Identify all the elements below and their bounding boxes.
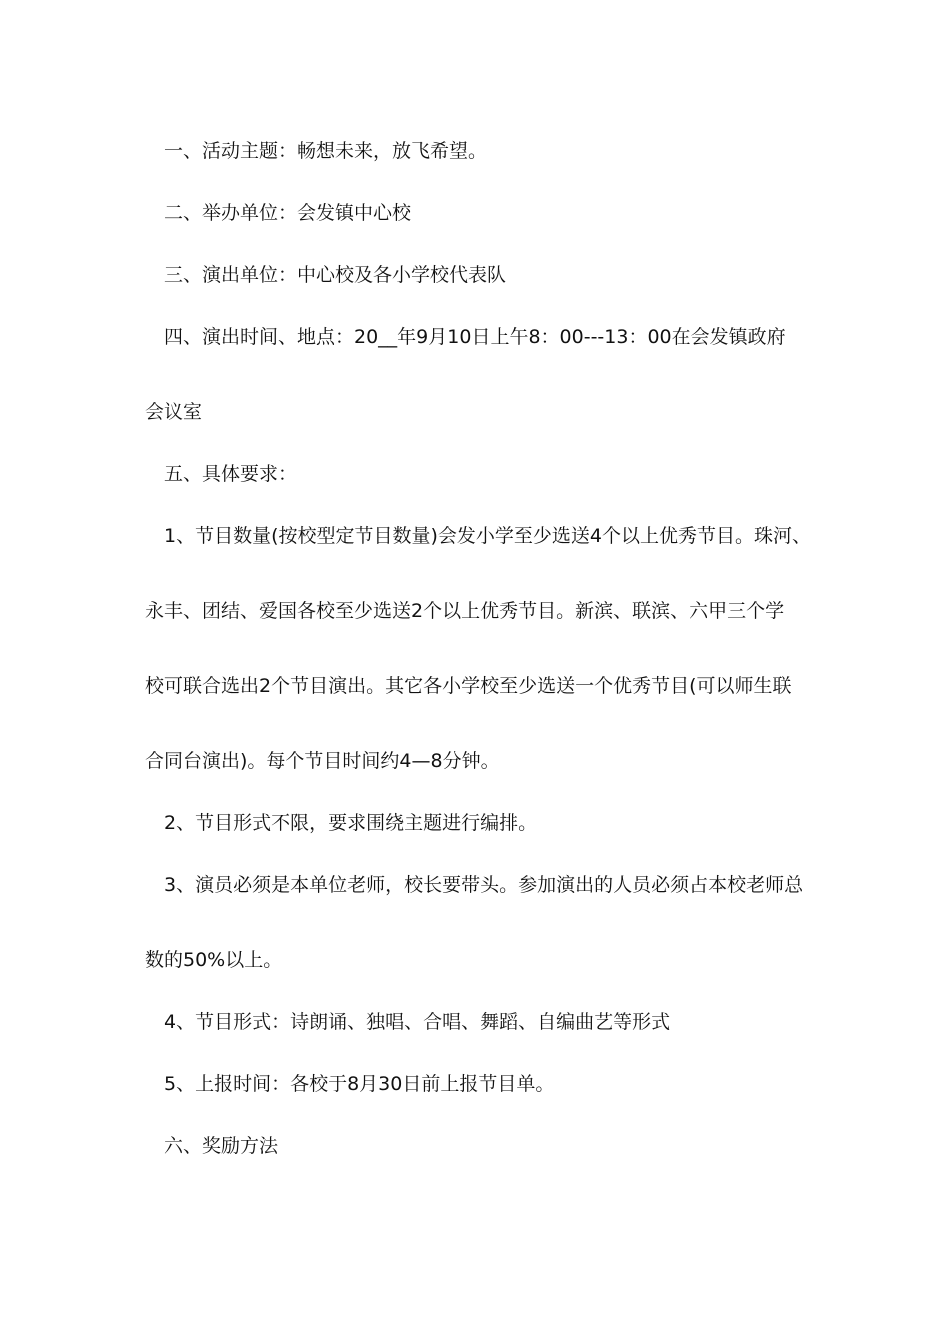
text-line: 数的50%以上。 [145, 949, 283, 971]
text-line: 3、演员必须是本单位老师，校长要带头。参加演出的人员必须占本校老师总 [164, 874, 804, 896]
text-line: 三、演出单位：中心校及各小学校代表队 [164, 264, 507, 286]
text-line: 二、举办单位：会发镇中心校 [164, 202, 412, 224]
text-line: 会议室 [145, 401, 203, 423]
text-line: 1、节目数量(按校型定节目数量)会发小学至少选送4个以上优秀节目。珠河、 [164, 525, 812, 547]
text-line: 四、演出时间、地点：20__年9月10日上午8：00---13：00在会发镇政府 [164, 326, 786, 348]
text-line: 2、节目形式不限，要求围绕主题进行编排。 [164, 812, 538, 834]
text-line: 合同台演出)。每个节目时间约4—8分钟。 [145, 750, 500, 772]
text-line: 5、上报时间：各校于8月30日前上报节目单。 [164, 1073, 555, 1095]
text-line: 五、具体要求： [164, 463, 298, 485]
text-line: 校可联合选出2个节目演出。其它各小学校至少选送一个优秀节目(可以师生联 [145, 675, 792, 697]
text-line: 六、奖励方法 [164, 1135, 279, 1157]
text-line: 4、节目形式：诗朗诵、独唱、合唱、舞蹈、自编曲艺等形式 [164, 1011, 671, 1033]
text-line: 一、活动主题：畅想未来，放飞希望。 [164, 140, 488, 162]
text-line: 永丰、团结、爱国各校至少选送2个以上优秀节目。新滨、联滨、六甲三个学 [145, 600, 785, 622]
